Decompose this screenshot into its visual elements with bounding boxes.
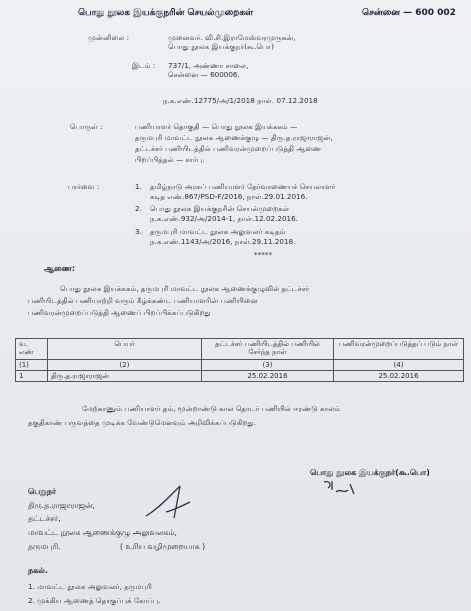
- copy-label: நகல்.: [28, 566, 48, 575]
- regularisation-table: [15, 338, 464, 382]
- header-joining-date: தட்டச்சர் பணியிடத்தில் பணியில் சேர்ந்த நாள்: [202, 339, 334, 360]
- reference-1-number: 1.: [135, 182, 142, 191]
- col-number-1: (1): [16, 360, 48, 371]
- reference-1-line2: கடித எண்.867/PSD-F/2016, நாள்.29.01.2016.: [150, 192, 308, 201]
- recipient-line2: தட்டச்சர்,: [28, 514, 61, 523]
- reference-2-number: 2.: [135, 204, 142, 213]
- references-label: பார்வை :: [68, 182, 100, 191]
- copy-item-1: 1. மாவட்ட நூலக அலுவலர், தருமபுரி: [28, 582, 152, 591]
- closing-line2: தகுதிகாண் பருவத்தை முடிக்க வேண்டுமெனவும் அறிவிக்கப்படுகிறது.: [28, 418, 257, 427]
- recipient-line1: திரு.த.ராஜாராஜன்,: [28, 501, 95, 510]
- row-serial: 1: [16, 371, 48, 382]
- reference-3-number: 3.: [135, 227, 142, 236]
- table-column-number-row: [16, 360, 464, 371]
- signatory-initials-mark: [320, 478, 360, 498]
- recipient-label: பெறுநர்: [28, 487, 57, 496]
- reference-number: ந.க.எண்.12775/அ/1/2018 நாள். 07.12.2018: [163, 96, 318, 105]
- copy-item-2: 2. முக்கிய ஆணைத் தொகுப்புக் கோப்பு.: [28, 596, 161, 605]
- place-line2: சென்னை — 600006.: [168, 70, 240, 79]
- recipient-line4: தருமபுரி.: [28, 542, 61, 551]
- header-city: சென்னை — 600 002: [362, 8, 456, 18]
- reference-2-line1: பொது நூலக இயக்குநரின் செயல்முறைகள்: [150, 204, 290, 213]
- order-label: ஆணை:: [44, 264, 76, 273]
- order-para-line3: பணிவரன்முறைப்படுத்தி ஆணைப் பிறப்பிக்கப்படுகிறது: [28, 308, 211, 317]
- order-para-line1: பொது நூலக இயக்ககம், தருமபுரி மாவட்ட நூலக ஆணைக்குழுவில் தட்டச்சர்: [60, 284, 310, 293]
- reference-1-line1: தமிழ்நாடு அரசுப் பணியாளர் தேர்வாணையச் செயலாளர்: [150, 182, 336, 191]
- subject-line1: பணியாளர் தொகுதி — பொது நூலக இயக்ககம் —: [135, 122, 298, 131]
- references-separator: *****: [254, 250, 272, 259]
- table-header-row: [16, 339, 464, 360]
- reference-3-line1: தருமபுரி மாவட்ட நூலக அலுவலர் கடிதம்: [150, 227, 286, 236]
- header-name: பெயர்: [48, 339, 202, 360]
- presence-line2: பொது நூலக இயக்குநர்(கூ.பொ): [168, 42, 274, 51]
- header-serial: வ. எண்: [16, 339, 48, 360]
- row-name: திரு.த.ராஜாராஜன்: [48, 371, 202, 382]
- closing-line1: மேற்காணும் பணியாளர் தம், மூன்றாண்டு கால தொடர் பணியில் ஈரண்டு காலம்: [82, 404, 341, 413]
- order-para-line2: பணியிடத்தில் பணியாற்றி வரும் கீழ்க்கண்ட பணியாளரின் பணியினை: [28, 296, 258, 305]
- subject-line3: தட்டச்சர் பணியிடத்தில் பணிவரன்முறைப்படுத்தி ஆணை: [135, 144, 322, 153]
- reference-3-line2: ந.க.எண்.1143/அ/2016, நாள்.29.11.2018.: [150, 237, 296, 246]
- row-joining-date: 25.02.2016: [202, 371, 334, 382]
- row-regularisation-date: 25.02.2016: [334, 371, 464, 382]
- recipient-line3: மாவட்ட நூலக ஆணைக்குழு அலுவலகம்,: [28, 528, 178, 537]
- recipient-via: ( உரிய வழிமுறையாக ): [120, 542, 206, 551]
- header-title: பொது நூலக இயக்குநரின் செயல்முறைகள்: [78, 8, 254, 18]
- col-number-3: (3): [202, 360, 334, 371]
- signatory-title: பொது நூலக இயக்குநர்(கூ.பொ): [310, 468, 430, 477]
- place-line1: 737/1, அண்ணா சாலை,: [168, 61, 249, 70]
- subject-label: பொருள் :: [70, 122, 103, 131]
- presence-line1: முனைவர். வி.சி.இராமேஸ்வரமுருகன்,: [168, 33, 296, 42]
- place-label: இடம் :: [132, 61, 156, 70]
- col-number-4: (4): [334, 360, 464, 371]
- header-regularisation-date: பணிவரன்முறைப்படுத்தப் படும் நாள்: [334, 339, 464, 360]
- handwritten-signature: [140, 482, 200, 526]
- subject-line4: பிறப்பித்தல் — சார்பு.: [135, 155, 205, 164]
- presence-label: முன்னிலை :: [88, 33, 130, 42]
- col-number-2: (2): [48, 360, 202, 371]
- table-row: [16, 371, 464, 382]
- reference-2-line2: ந.க.எண்.932/அ/2014-1, நாள்.12.02.2016.: [150, 214, 298, 223]
- subject-line2: தருமபுரி மாவட்ட நூலக ஆணைக்குழு — திரு.த.ராஜாராஜன்,: [135, 133, 333, 142]
